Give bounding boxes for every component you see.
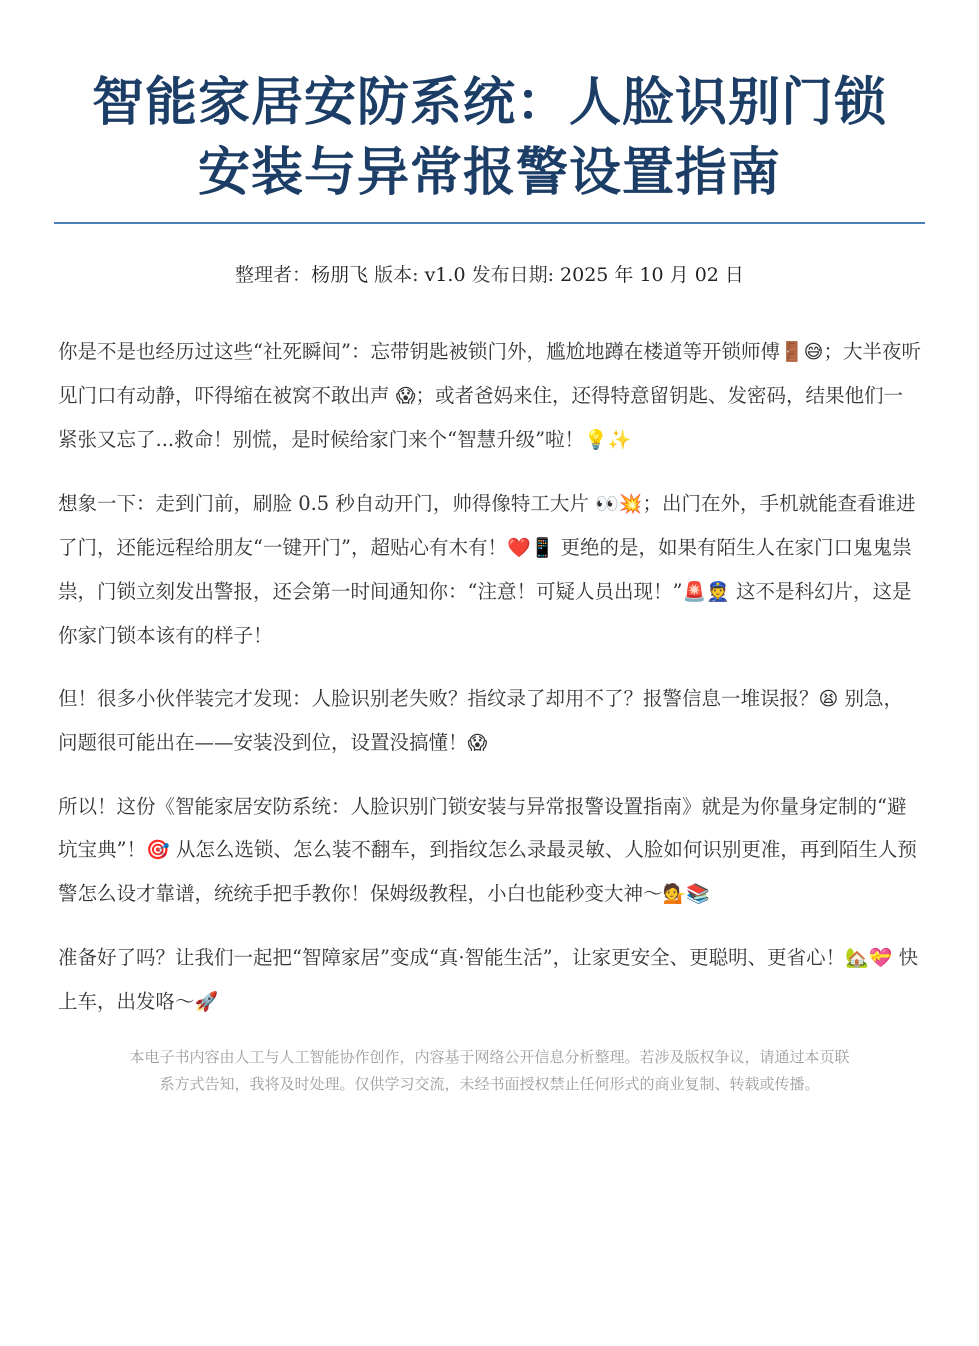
title-line-1: 智能家居安防系统：人脸识别门锁 (91, 73, 887, 133)
target-icon: 🎯 (145, 839, 170, 861)
door-icon: 🚪 (779, 341, 804, 363)
editor-label: 整理者： (235, 264, 312, 286)
collision-icon: 💥 (618, 493, 643, 515)
police-officer-icon: 👮 (706, 581, 730, 603)
rocket-icon: 🚀 (194, 991, 219, 1013)
tired-face-icon: 😫 (818, 688, 839, 710)
heart-ribbon-icon: 💝 (868, 947, 893, 969)
copyright-line-1: 本电子书内容由人工与人工智能协作创作，内容基于网络公开信息分析整理。若涉及版权争议，请通过本页联 (129, 1048, 850, 1066)
eyes-icon: 👀 (595, 493, 619, 515)
date-label: 发布日期: (471, 264, 561, 286)
paragraph-problems: 但！很多小伙伴装完才发现：人脸识别老失败？指纹录了却用不了？报警信息一堆误报？😫 别急，问题很可能出在——安装没到位，设置没搞懂！😱 (58, 677, 921, 765)
editor-name: 杨朋飞 (311, 264, 369, 286)
woman-tipping-hand-icon: 💁 (662, 883, 687, 905)
paragraph-intro: 你是不是也经历过这些“社死瞬间”：忘带钥匙被锁门外，尴尬地蹲在楼道等开锁师傅🚪😅；大半夜听见门口有动静，吓得缩在被窝不敢出声 😱；或者爸妈来住，还得特意留钥匙、发密码，结果他们一紧张又忘了...救命！别慌，是时候给家门来个“智慧升级”啦！💡✨ (58, 330, 921, 462)
siren-icon: 🚨 (682, 581, 707, 603)
scream-icon-2: 😱 (467, 732, 488, 754)
paragraph-guide: 所以！这份《智能家居安防系统：人脸识别门锁安装与异常报警设置指南》就是为你量身定制的“避坑宝典”！🎯 从怎么选锁、怎么装不翻车，到指纹怎么录最灵敏、人脸如何识别更准，再到陌生人预警怎么设才靠谱，统统手把手教你！保姆级教程，小白也能秒变大神～💁📚 (58, 785, 921, 916)
books-icon: 📚 (686, 883, 710, 905)
copyright-line-2: 系方式告知，我将及时处理。仅供学习交流，未经书面授权禁止任何形式的商业复制、转载或传播。 (159, 1075, 820, 1093)
light-bulb-icon: 💡 (584, 429, 608, 451)
version-label: 版本: (374, 264, 425, 286)
mobile-phone-icon: 📱 (530, 537, 555, 559)
paragraph-imagine: 想象一下：走到门前，刷脸 0.5 秒自动开门，帅得像特工大片 👀💥；出门在外，手机就能查看谁进了门，还能远程给朋友“一键开门”，超贴心有木有！❤️📱 更绝的是，如果有陌生人在家门口鬼鬼祟祟，门锁立刻发出警报，还会第一时间通知你：“注意！可疑人员出现！”🚨👮 这不是科幻片，这是你家门锁本该有的样子！ (58, 482, 921, 657)
sparkles-icon: ✨ (607, 429, 632, 451)
house-icon: 🏡 (845, 947, 869, 969)
sweat-smile-icon: 😅 (803, 341, 824, 363)
heart-icon: ❤️ (506, 537, 531, 559)
paragraph-ready: 准备好了吗？让我们一起把“智障家居”变成“真·智能生活”，让家更安全、更聪明、更省心！🏡💝 快上车，出发咯～🚀 (58, 936, 921, 1024)
title-line-2: 安装与异常报警设置指南 (197, 143, 781, 203)
date-value: 2025 年 10 月 02 日 (560, 264, 744, 286)
document-meta (58, 262, 921, 288)
scream-icon: 😱 (395, 385, 416, 407)
document-title (58, 0, 921, 208)
version-value: v1.0 (424, 264, 466, 286)
title-divider (54, 222, 925, 224)
copyright-notice (58, 1044, 921, 1098)
